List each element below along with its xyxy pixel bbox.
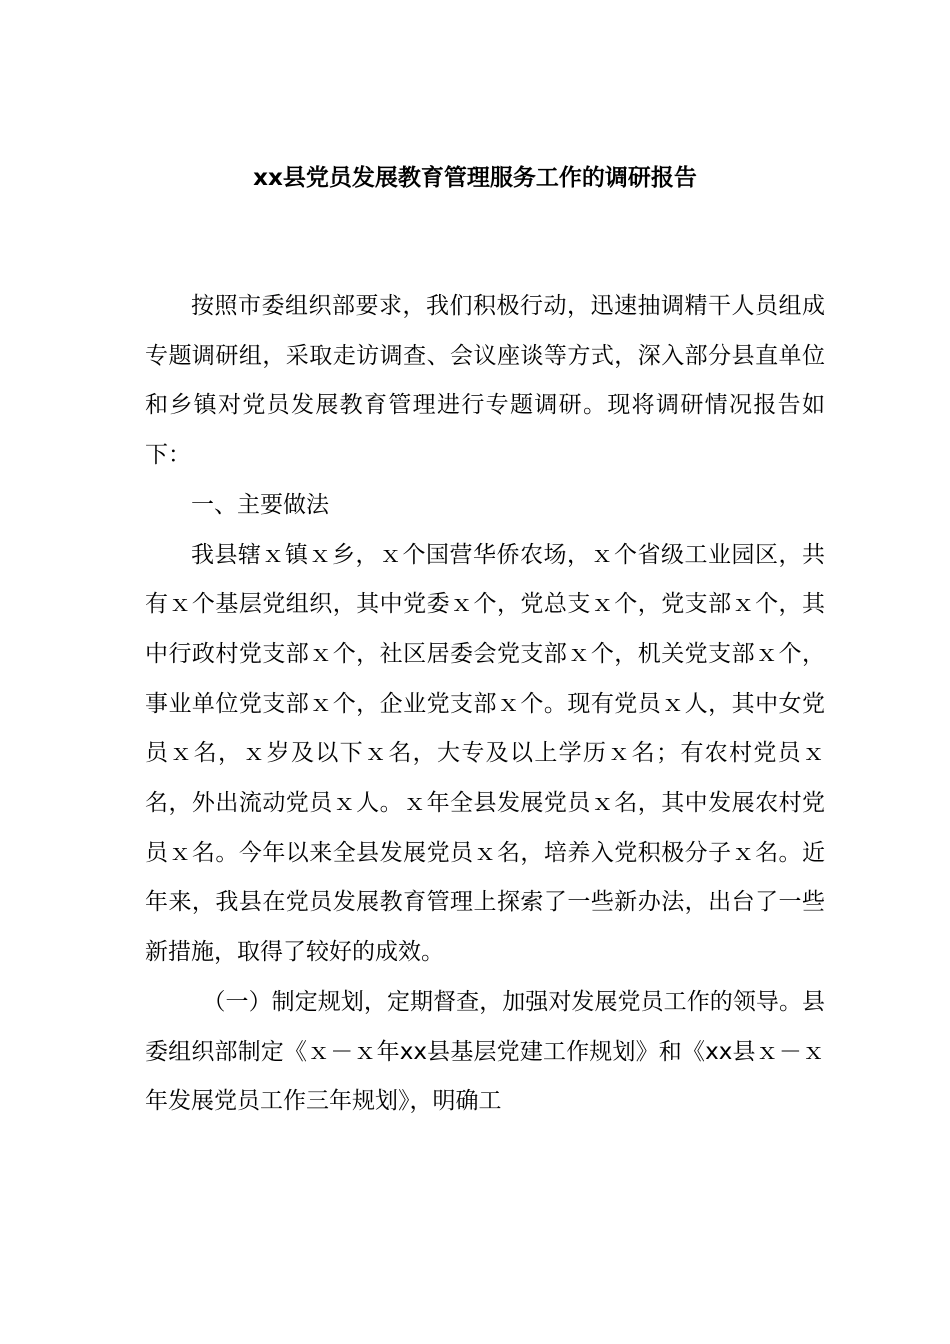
section-heading-main-practices: 一、主要做法 [191, 491, 329, 518]
intro-paragraph: 按照市委组织部要求，我们积极行动，迅速抽调精干人员组成专题调研组，采取走访调查、会议座谈等方式，深入部分县直单位和乡镇对党员发展教育管理进行专题调研。现将调研情况报告如下： [145, 293, 825, 469]
document-title: xx县党员发展教育管理服务工作的调研报告 [253, 165, 697, 191]
document-body [145, 282, 825, 1127]
overview-paragraph: 我县辖ｘ镇ｘ乡，ｘ个国营华侨农场，ｘ个省级工业园区，共有ｘ个基层党组织，其中党委ｘ个，党总支ｘ个，党支部ｘ个，其中行政村党支部ｘ个，社区居委会党支部ｘ个，机关党支部ｘ个，事业单位党支部ｘ个，企业党支部ｘ个。现有党员ｘ人，其中女党员ｘ名，ｘ岁及以下ｘ名，大专及以上学历ｘ名；有农村党员ｘ名，外出流动党员ｘ人。ｘ年全县发展党员ｘ名，其中发展农村党员ｘ名。今年以来全县发展党员ｘ名，培养入党积极分子ｘ名。近年来，我县在党员发展教育管理上探索了一些新办法，出台了一些新措施，取得了较好的成效。 [145, 541, 825, 966]
subsection-paragraph-planning: （一）制定规划，定期督查，加强对发展党员工作的领导。县委组织部制定《ｘ－ｘ年xx县基层党建工作规划》和《xx县ｘ－ｘ年发展党员工作三年规划》，明确工 [145, 988, 825, 1115]
